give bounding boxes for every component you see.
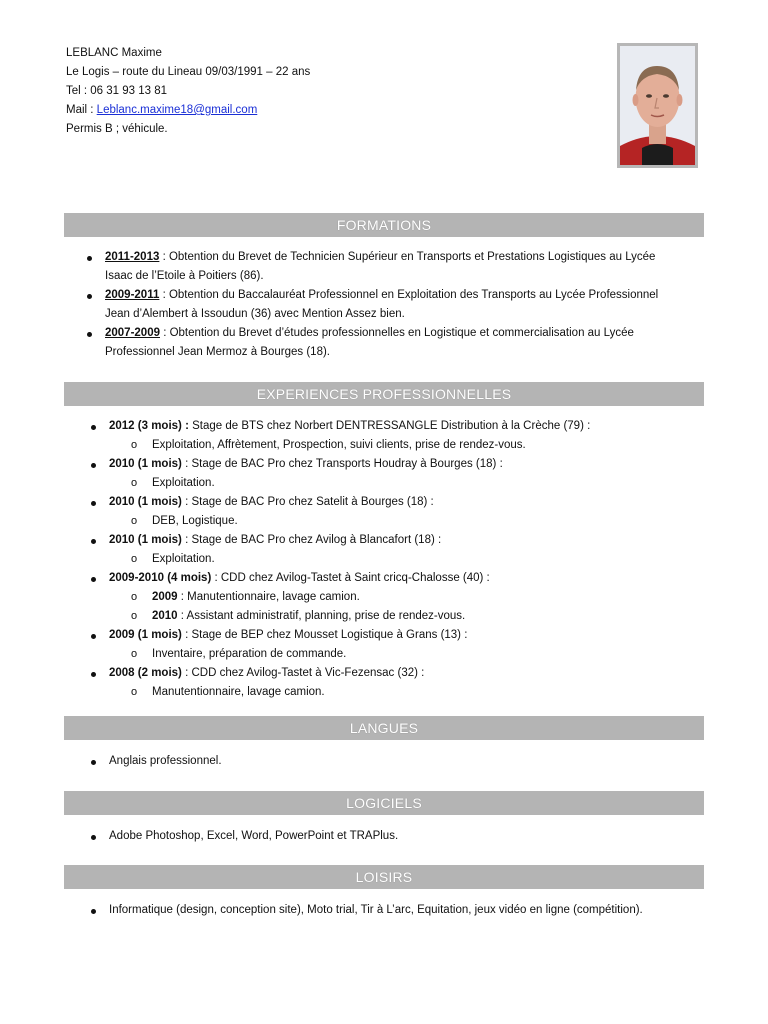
list-item xyxy=(0,752,768,771)
experience-subitem xyxy=(0,436,768,455)
loisirs-list xyxy=(0,901,768,920)
experience-date: 2009-2010 (4 mois) xyxy=(109,572,212,584)
bullet-icon xyxy=(91,463,96,468)
formation-years: 2009-2011 xyxy=(105,289,160,301)
bullet-icon xyxy=(87,294,92,299)
experience-subitem xyxy=(0,588,768,607)
bullet-icon xyxy=(91,634,96,639)
experience-task: Exploitation. xyxy=(152,477,215,489)
experience-date: 2010 (1 mois) xyxy=(109,534,182,546)
experience-text: : Stage de BAC Pro chez Avilog à Blancafort (18) : xyxy=(181,534,442,546)
formation-item xyxy=(0,324,768,343)
email-line xyxy=(66,101,310,120)
experience-subitem xyxy=(0,512,768,531)
section-header-logiciels: LOGICIELS xyxy=(64,791,704,815)
circle-bullet-icon: o xyxy=(131,477,138,489)
experience-subitem xyxy=(0,474,768,493)
formation-text: : Obtention du Baccalauréat Professionnel en Exploitation des Transports au Lycée Professionnel xyxy=(159,289,659,301)
experience-text: : CDD chez Avilog-Tastet à Vic-Fezensac (32) : xyxy=(181,667,425,679)
circle-bullet-icon: o xyxy=(131,591,138,603)
circle-bullet-icon: o xyxy=(131,439,138,451)
experience-text: : CDD chez Avilog-Tastet à Saint cricq-Chalosse (40) : xyxy=(211,572,490,584)
experience-task: Inventaire, préparation de commande. xyxy=(152,648,347,660)
email-link[interactable]: Leblanc.maxime18@gmail.com xyxy=(96,104,258,116)
list-item xyxy=(0,901,768,920)
experience-subitem xyxy=(0,550,768,569)
bullet-icon xyxy=(91,835,96,840)
formations-list xyxy=(0,248,768,362)
experiences-list xyxy=(0,417,768,702)
formation-item xyxy=(0,248,768,267)
experience-text: Stage de BTS chez Norbert DENTRESSANGLE Distribution à la Crèche (79) : xyxy=(188,420,591,432)
experience-item xyxy=(0,626,768,645)
contact-block xyxy=(66,44,310,139)
experience-item xyxy=(0,417,768,436)
circle-bullet-icon: o xyxy=(131,648,138,660)
experience-item xyxy=(0,569,768,588)
experience-subdate: 2010 xyxy=(152,610,178,622)
section-header-formations: FORMATIONS xyxy=(64,213,704,237)
circle-bullet-icon: o xyxy=(131,610,138,622)
software-text: Adobe Photoshop, Excel, Word, PowerPoint et TRAPlus. xyxy=(109,830,399,842)
experience-item xyxy=(0,664,768,683)
experience-item xyxy=(0,493,768,512)
section-header-experiences: EXPERIENCES PROFESSIONNELLES xyxy=(64,382,704,406)
circle-bullet-icon: o xyxy=(131,686,138,698)
profile-photo xyxy=(617,43,698,168)
langues-list xyxy=(0,752,768,771)
experience-task: DEB, Logistique. xyxy=(152,515,238,527)
logiciels-list xyxy=(0,827,768,846)
experience-date: 2010 (1 mois) xyxy=(109,496,182,508)
portrait-image xyxy=(620,46,695,165)
experience-item xyxy=(0,531,768,550)
experience-subitem xyxy=(0,683,768,702)
formation-text-cont: Professionnel Jean Mermoz à Bourges (18). xyxy=(105,346,330,358)
formation-item xyxy=(0,286,768,305)
formation-text: : Obtention du Brevet d’études professionnelles en Logistique et commercialisation au Lycée xyxy=(160,327,634,339)
experience-subdate: 2009 xyxy=(152,591,178,603)
experience-date: 2012 (3 mois) : xyxy=(109,420,189,432)
experience-task: Exploitation. xyxy=(152,553,215,565)
experience-subitem xyxy=(0,607,768,626)
experience-task: : Assistant administratif, planning, prise de rendez-vous. xyxy=(177,610,466,622)
circle-bullet-icon: o xyxy=(131,515,138,527)
address: Le Logis – route du Lineau 09/03/1991 – 22 ans xyxy=(66,66,311,78)
formation-text: : Obtention du Brevet de Technicien Supérieur en Transports et Prestations Logistiques au Lycée xyxy=(159,251,656,263)
experience-subitem xyxy=(0,645,768,664)
bullet-icon xyxy=(87,332,92,337)
bullet-icon xyxy=(91,672,96,677)
bullet-icon xyxy=(91,539,96,544)
bullet-icon xyxy=(87,256,92,261)
formation-years: 2007-2009 xyxy=(105,327,160,339)
experience-text: : Stage de BEP chez Mousset Logistique à Grans (13) : xyxy=(181,629,468,641)
bullet-icon xyxy=(91,760,96,765)
language-text: Anglais professionnel. xyxy=(109,755,222,767)
formation-text-cont: Isaac de l’Etoile à Poitiers (86). xyxy=(105,270,264,282)
experience-text: : Stage de BAC Pro chez Transports Houdray à Bourges (18) : xyxy=(181,458,503,470)
formation-text-cont: Jean d’Alembert à Issoudun (36) avec Mention Assez bien. xyxy=(105,308,405,320)
experience-task: Manutentionnaire, lavage camion. xyxy=(152,686,325,698)
experience-item xyxy=(0,455,768,474)
email-label: Mail : xyxy=(66,104,97,116)
bullet-icon xyxy=(91,577,96,582)
formation-years: 2011-2013 xyxy=(105,251,160,263)
hobbies-text: Informatique (design, conception site), Moto trial, Tir à L’arc, Equitation, jeux vidéo en ligne (compétition). xyxy=(109,904,643,916)
bullet-icon xyxy=(91,425,96,430)
section-header-loisirs: LOISIRS xyxy=(64,865,704,889)
experience-date: 2010 (1 mois) xyxy=(109,458,182,470)
experience-task: : Manutentionnaire, lavage camion. xyxy=(177,591,360,603)
bullet-icon xyxy=(91,501,96,506)
bullet-icon xyxy=(91,909,96,914)
experience-task: Exploitation, Affrètement, Prospection, suivi clients, prise de rendez-vous. xyxy=(152,439,526,451)
list-item xyxy=(0,827,768,846)
phone: Tel : 06 31 93 13 81 xyxy=(66,85,168,97)
experience-text: : Stage de BAC Pro chez Satelit à Bourges (18) : xyxy=(181,496,434,508)
full-name: LEBLANC Maxime xyxy=(66,47,162,59)
experience-date: 2008 (2 mois) xyxy=(109,667,182,679)
circle-bullet-icon: o xyxy=(131,553,138,565)
experience-date: 2009 (1 mois) xyxy=(109,629,182,641)
section-header-langues: LANGUES xyxy=(64,716,704,740)
driving-licence: Permis B ; véhicule. xyxy=(66,123,168,135)
